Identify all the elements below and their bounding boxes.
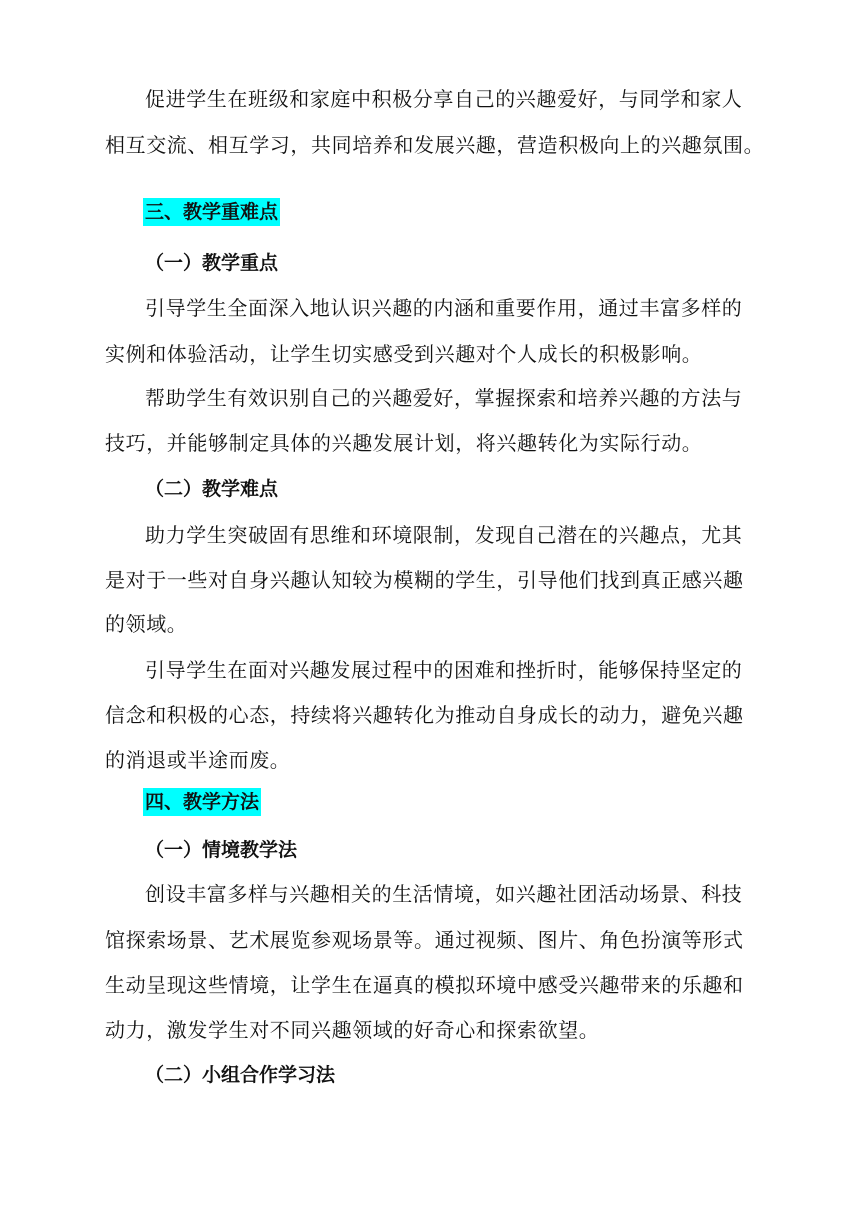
paragraph-line: 馆探索场景、艺术展览参观场景等。通过视频、图片、角色扮演等形式 bbox=[105, 928, 744, 952]
paragraph-line: 创设丰富多样与兴趣相关的生活情境，如兴趣社团活动场景、科技 bbox=[145, 882, 743, 906]
paragraph-line: 引导学生在面对兴趣发展过程中的困难和挫折时，能够保持坚定的 bbox=[145, 658, 743, 682]
paragraph-line: 是对于一些对自身兴趣认知较为模糊的学生，引导他们找到真正感兴趣 bbox=[105, 568, 744, 592]
paragraph-line: 帮助学生有效识别自己的兴趣爱好，掌握探索和培养兴趣的方法与 bbox=[145, 386, 743, 410]
paragraph-line: 的消退或半途而废。 bbox=[105, 748, 291, 772]
paragraph-line: 技巧，并能够制定具体的兴趣发展计划，将兴趣转化为实际行动。 bbox=[105, 431, 703, 455]
paragraph-line: 实例和体验活动，让学生切实感受到兴趣对个人成长的积极影响。 bbox=[105, 342, 703, 366]
paragraph-line: 助力学生突破固有思维和环境限制，发现自己潜在的兴趣点，尤其 bbox=[145, 523, 743, 547]
section-heading-3: 三、教学重难点 bbox=[143, 198, 280, 226]
paragraph-line: 促进学生在班级和家庭中积极分享自己的兴趣爱好，与同学和家人 bbox=[145, 87, 743, 111]
subsection-heading: （一）情境教学法 bbox=[145, 839, 298, 861]
paragraph-line: 相互交流、相互学习，共同培养和发展兴趣，营造积极向上的兴趣氛围。 bbox=[105, 133, 765, 157]
paragraph-line: 动力，激发学生对不同兴趣领域的好奇心和探索欲望。 bbox=[105, 1018, 600, 1042]
paragraph-line: 引导学生全面深入地认识兴趣的内涵和重要作用，通过丰富多样的 bbox=[145, 296, 743, 320]
subsection-heading: （二）小组合作学习法 bbox=[145, 1064, 336, 1086]
paragraph-line: 生动呈现这些情境，让学生在逼真的模拟环境中感受兴趣带来的乐趣和 bbox=[105, 973, 744, 997]
subsection-heading: （二）教学难点 bbox=[145, 478, 279, 500]
paragraph-line: 的领域。 bbox=[105, 612, 188, 636]
section-heading-4: 四、教学方法 bbox=[143, 788, 261, 816]
subsection-heading: （一）教学重点 bbox=[145, 252, 279, 274]
paragraph-line: 信念和积极的心态，持续将兴趣转化为推动自身成长的动力，避免兴趣 bbox=[105, 703, 744, 727]
